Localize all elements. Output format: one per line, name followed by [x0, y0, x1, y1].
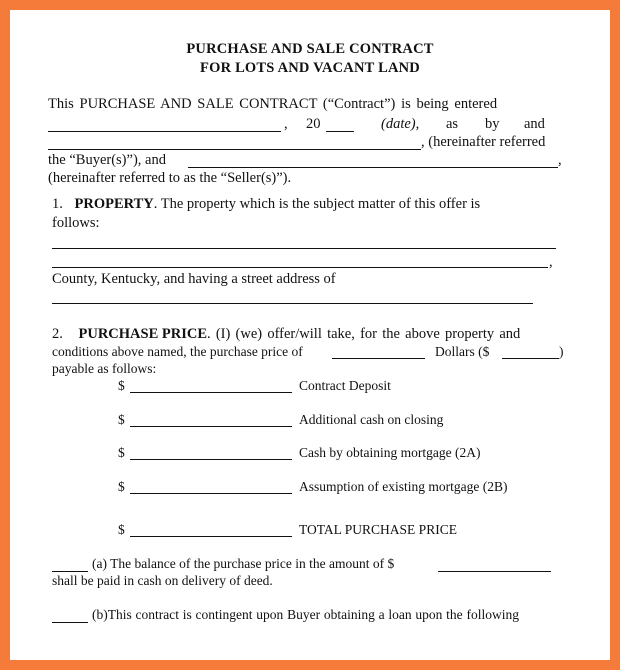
clause-a-text: (a) The balance of the purchase price in the amount of $ — [92, 556, 395, 571]
street-address-blank[interactable] — [52, 303, 533, 304]
clause-a-check-blank[interactable] — [52, 571, 88, 572]
and-label: and — [524, 116, 545, 132]
clause-b-text: (b)This contract is contingent upon Buyer obtaining a loan upon the following — [92, 607, 519, 622]
property-section-header — [52, 196, 480, 213]
purchase-price-header — [52, 326, 520, 343]
intro-line-1: This PURCHASE AND SALE CONTRACT (“Contract”) is being entered — [48, 96, 498, 112]
seller-comma: , — [558, 152, 562, 168]
currency-symbol: $ — [118, 378, 125, 393]
as-label: as — [446, 116, 459, 132]
purchase-number: 2. — [52, 326, 63, 342]
year-prefix: 20 — [306, 116, 321, 132]
purchase-heading: PURCHASE PRICE — [78, 326, 207, 342]
property-heading: PROPERTY — [74, 196, 154, 212]
payment-label: Contract Deposit — [299, 378, 391, 393]
amount-blank[interactable] — [130, 493, 292, 494]
price-words-blank[interactable] — [332, 358, 425, 359]
property-blank-1[interactable] — [52, 248, 556, 249]
amount-blank[interactable] — [130, 459, 292, 460]
payment-label: Assumption of existing mortgage (2B) — [299, 479, 508, 494]
currency-symbol: $ — [118, 479, 125, 494]
buyer-prefix: the “Buyer(s)”), and — [48, 152, 166, 168]
year-blank[interactable] — [326, 131, 354, 132]
clause-a-text-2: shall be paid in cash on delivery of deed. — [52, 573, 273, 588]
payment-label: TOTAL PURCHASE PRICE — [299, 522, 457, 537]
property-number: 1. — [52, 196, 63, 212]
property-comma: , — [549, 254, 553, 270]
by-label: by — [485, 116, 500, 132]
date-blank[interactable] — [48, 149, 421, 150]
payment-label: Cash by obtaining mortgage (2A) — [299, 445, 481, 460]
property-text-2: follows: — [52, 215, 100, 231]
title-line-1: PURCHASE AND SALE CONTRACT — [186, 41, 434, 57]
purchase-text: . (I) (we) offer/will take, for the above property and — [207, 326, 521, 342]
currency-symbol: $ — [118, 412, 125, 427]
hereinafter-referred: , (hereinafter referred — [421, 134, 546, 150]
property-text: . The property which is the subject matter of this offer is — [153, 196, 481, 212]
seller-blank[interactable] — [188, 167, 558, 168]
county-line: County, Kentucky, and having a street address of — [52, 271, 336, 287]
purchase-text-2a: conditions above named, the purchase price of — [52, 344, 303, 359]
date-label: (date), — [381, 116, 420, 132]
price-amount-blank[interactable] — [502, 358, 559, 359]
property-blank-2[interactable] — [52, 267, 548, 268]
purchase-text-2b: Dollars ($ — [435, 344, 490, 359]
balance-amount-blank[interactable] — [438, 571, 551, 572]
title-line-2: FOR LOTS AND VACANT LAND — [200, 60, 420, 76]
contract-page — [10, 10, 610, 660]
party-blank[interactable] — [48, 131, 281, 132]
amount-blank[interactable] — [130, 536, 292, 537]
amount-blank[interactable] — [130, 392, 292, 393]
currency-symbol: $ — [118, 445, 125, 460]
clause-b-check-blank[interactable] — [52, 622, 88, 623]
intro-comma: , — [284, 116, 288, 132]
currency-symbol: $ — [118, 522, 125, 537]
purchase-text-2c: ) — [559, 344, 564, 359]
payment-label: Additional cash on closing — [299, 412, 444, 427]
payable-label: payable as follows: — [52, 361, 157, 376]
seller-line: (hereinafter referred to as the “Seller(s)”). — [48, 170, 292, 186]
amount-blank[interactable] — [130, 426, 292, 427]
